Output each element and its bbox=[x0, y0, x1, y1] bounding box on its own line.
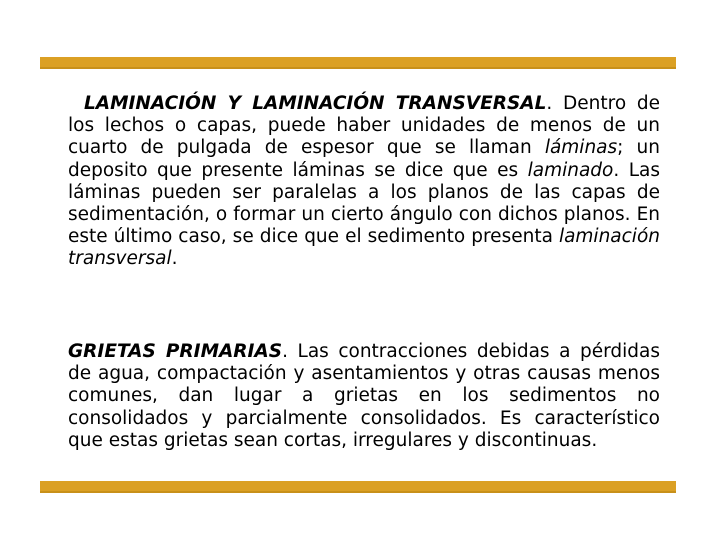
paragraph-text: . Las láminas pueden ser paralelas a los planos de las capas de sedimentación, o formar un cierto ángulo con dichos planos. En este último caso, se dice que el sedimento presenta bbox=[68, 159, 660, 248]
paragraph-text: Dentro de los lechos o capas, puede haber unidades de menos de un cuarto de pulgada de espesor que se llaman bbox=[68, 93, 660, 159]
heading-period: . bbox=[282, 341, 288, 362]
paragraph-text: . bbox=[171, 248, 178, 270]
term-laminado: laminado bbox=[527, 159, 614, 181]
paragraph-text: Las contracciones debidas a pérdidas de agua, compactación y asentamientos y otras causas menos comunes, dan lugar a grietas en los sedimentos no consolidados y parcialmente consolidados. Es característico que estas grietas sean cortas, irregulares y discontinuas. bbox=[68, 341, 660, 451]
top-divider bbox=[40, 57, 676, 69]
paragraph-cracks bbox=[68, 341, 660, 452]
heading-laminacion: LAMINACIÓN Y LAMINACIÓN TRANSVERSAL bbox=[84, 93, 547, 114]
paragraph-lamination bbox=[68, 93, 660, 271]
term-laminas: láminas bbox=[544, 137, 618, 159]
paragraph-text: ; un deposito que presente láminas se dice que es bbox=[68, 137, 660, 181]
bottom-divider bbox=[40, 481, 676, 493]
heading-grietas: GRIETAS PRIMARIAS bbox=[68, 341, 283, 362]
term-laminacion-transversal: laminación transversal bbox=[68, 226, 660, 270]
heading-period: . bbox=[546, 93, 553, 114]
